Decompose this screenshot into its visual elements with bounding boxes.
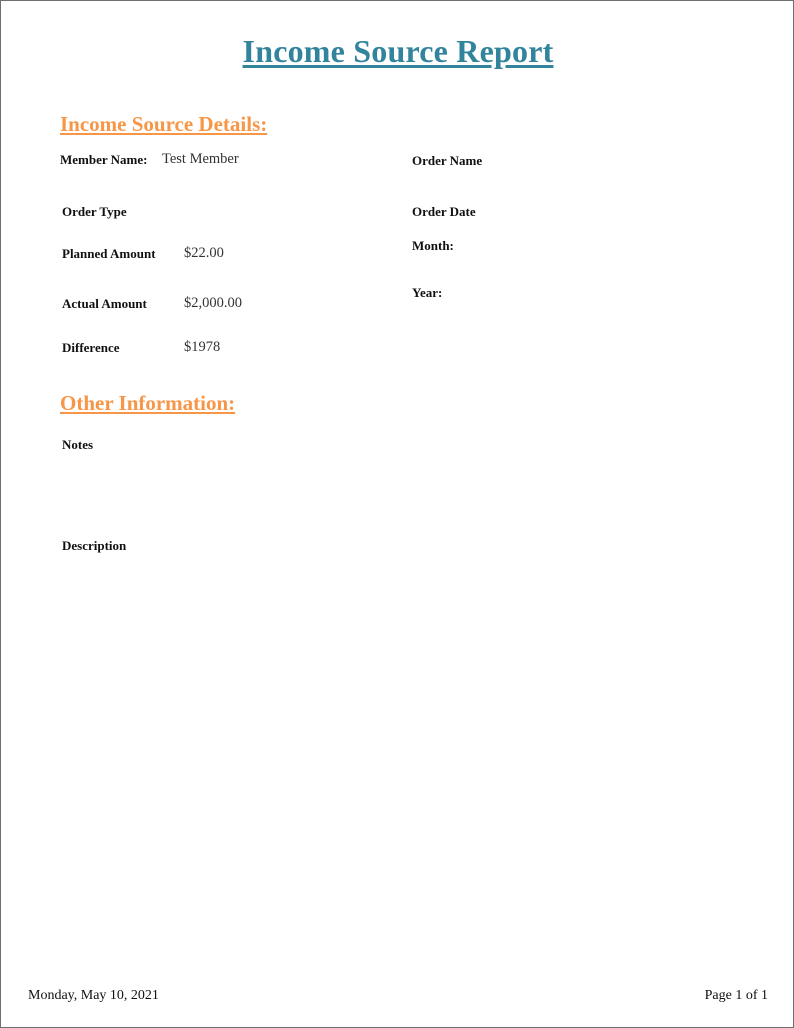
footer-date: Monday, May 10, 2021 [28, 988, 159, 1003]
order-date-label: Order Date [412, 204, 476, 219]
order-type-label: Order Type [62, 204, 127, 219]
planned-amount-value: $22.00 [184, 245, 224, 261]
footer-page-number: Page 1 of 1 [704, 988, 768, 1003]
other-information-heading: Other Information: [60, 391, 236, 415]
actual-amount-label: Actual Amount [62, 296, 147, 311]
description-label: Description [62, 538, 127, 553]
member-name-value: Test Member [162, 151, 239, 167]
member-name-label: Member Name: [60, 152, 148, 167]
income-source-details-heading: Income Source Details: [60, 112, 268, 136]
report-title: Income Source Report [242, 33, 554, 69]
order-name-label: Order Name [412, 153, 483, 168]
month-label: Month: [412, 238, 454, 253]
planned-amount-label: Planned Amount [62, 246, 156, 261]
difference-label: Difference [62, 340, 120, 355]
actual-amount-value: $2,000.00 [184, 295, 242, 311]
notes-label: Notes [62, 437, 94, 452]
difference-value: $1978 [184, 339, 221, 355]
year-label: Year: [412, 285, 443, 300]
